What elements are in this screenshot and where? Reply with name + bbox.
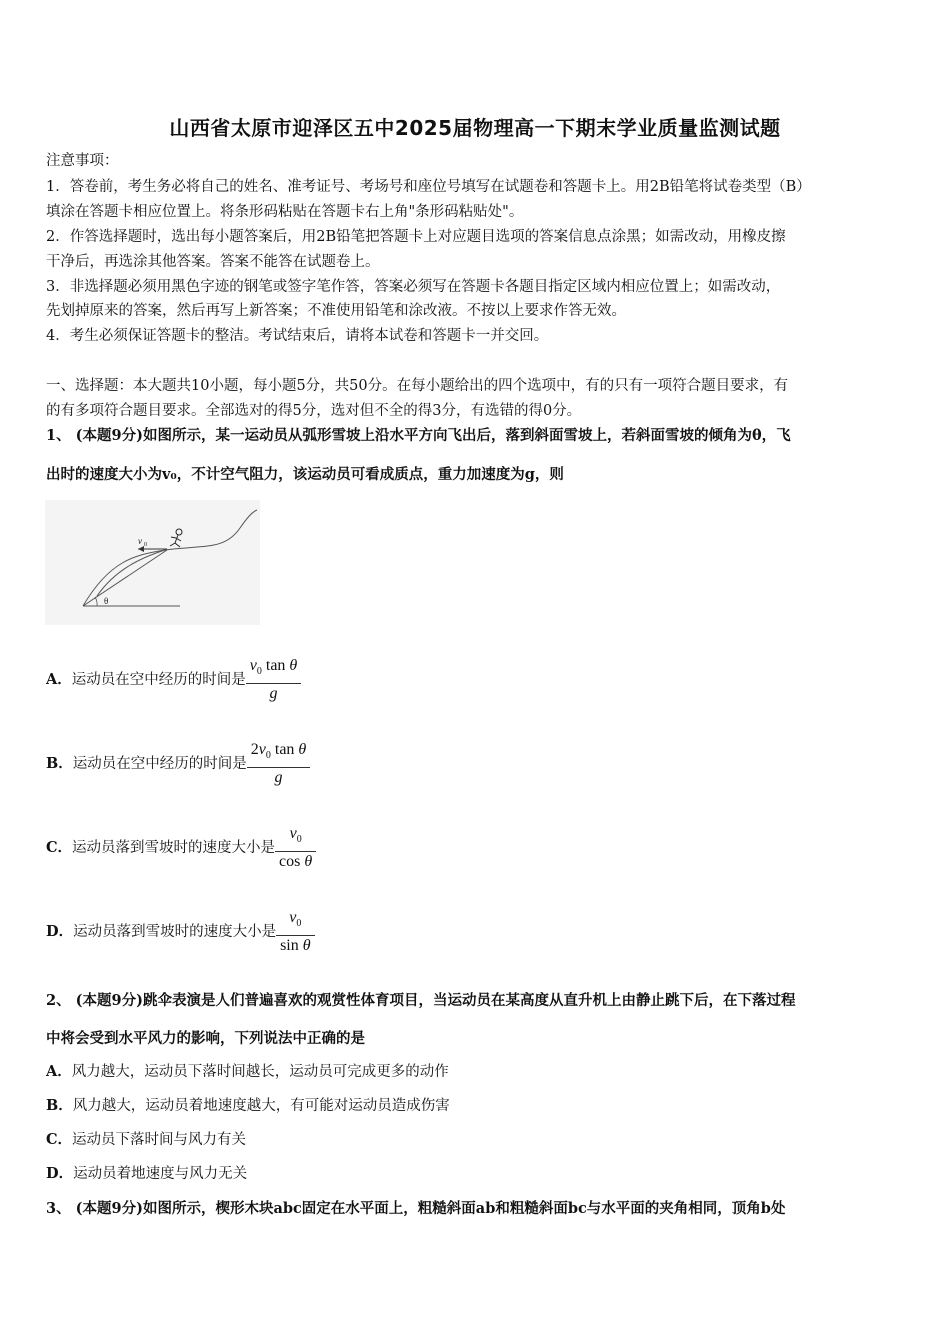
var-theta: θ bbox=[304, 852, 313, 870]
notice-line: 先划掉原来的答案，然后再写上新答案；不准使用铅笔和涂改液。不按以上要求作答无效。 bbox=[46, 303, 626, 319]
notice-line: 1．答卷前，考生务必将自己的姓名、准考证号、考场号和座位号填写在试题卷和答题卡上。用2B铅笔将试卷类型（B） bbox=[46, 179, 811, 195]
fraction-numerator bbox=[247, 740, 311, 767]
option-label: D． bbox=[46, 1165, 74, 1182]
question-2-stem: 中将会受到水平风力的影响，下列说法中正确的是 bbox=[46, 1030, 365, 1047]
option-text: 运动员落到雪坡时的速度大小是 bbox=[72, 840, 276, 856]
var-v: v bbox=[258, 741, 266, 759]
question-1-option-a[interactable] bbox=[46, 652, 301, 708]
var-v: v bbox=[289, 909, 297, 927]
fraction-denominator bbox=[275, 852, 316, 872]
var-v: v bbox=[249, 657, 257, 675]
var-g: g bbox=[269, 684, 278, 702]
question-1-option-d[interactable] bbox=[46, 904, 315, 960]
subscript: 0 bbox=[256, 666, 262, 678]
notice-line: 2．作答选择题时，选出每小题答案后，用2B铅笔把答题卡上对应题目选项的答案信息点涂黑；如需改动，用橡皮擦 bbox=[46, 229, 786, 245]
option-label: C． bbox=[46, 1131, 73, 1148]
function: tan bbox=[261, 657, 290, 675]
fraction bbox=[247, 740, 311, 787]
var-theta: θ bbox=[298, 741, 307, 759]
velocity-subscript: 0 bbox=[144, 542, 147, 548]
subscript: 0 bbox=[265, 750, 271, 762]
velocity-label: v bbox=[138, 536, 142, 546]
var-v: v bbox=[289, 825, 297, 843]
fraction-numerator bbox=[275, 824, 316, 851]
fraction-numerator bbox=[276, 908, 315, 935]
var-theta: θ bbox=[289, 657, 298, 675]
question-1-stem: 出时的速度大小为v₀，不计空气阻力，该运动员可看成质点，重力加速度为g，则 bbox=[46, 466, 564, 483]
question-2-option-b[interactable] bbox=[46, 1096, 450, 1116]
option-text: 运动员在空中经历的时间是 bbox=[72, 756, 247, 772]
var-theta: θ bbox=[302, 936, 311, 954]
option-label: A． bbox=[46, 1063, 72, 1080]
notice-line: 3．非选择题必须用黑色字迹的钢笔或签字笔作答，答案必须写在答题卡各题目指定区域内相应位置上；如需改动， bbox=[46, 279, 781, 295]
var-g: g bbox=[274, 768, 283, 786]
option-label: B． bbox=[46, 1097, 73, 1114]
option-text: 运动员下落时间与风力有关 bbox=[72, 1132, 247, 1148]
question-2-option-d[interactable] bbox=[46, 1164, 247, 1184]
question-2-stem: 2、 (本题9分)跳伞表演是人们普遍喜欢的观赏性体育项目，当运动员在某高度从直升机上由静止跳下后，在下落过程 bbox=[46, 992, 796, 1009]
option-text: 风力越大，运动员下落时间越长，运动员可完成更多的动作 bbox=[71, 1064, 449, 1080]
question-1-option-b[interactable] bbox=[46, 736, 310, 792]
subscript: 0 bbox=[296, 834, 302, 846]
option-label: D． bbox=[46, 923, 74, 940]
function: cos bbox=[279, 852, 301, 870]
option-label: C． bbox=[46, 839, 73, 856]
notice-line: 填涂在答题卡相应位置上。将条形码粘贴在答题卡右上角"条形码粘贴处"。 bbox=[46, 204, 524, 220]
option-label: B． bbox=[46, 755, 73, 772]
notice-heading: 注意事项： bbox=[46, 153, 119, 169]
notice-line: 4．考生必须保证答题卡的整洁。考试结束后，请将本试卷和答题卡一并交回。 bbox=[46, 328, 549, 344]
fraction bbox=[275, 824, 316, 871]
ski-jump-figure bbox=[45, 500, 260, 625]
option-text: 运动员落到雪坡时的速度大小是 bbox=[73, 924, 277, 940]
angle-label: θ bbox=[104, 596, 109, 606]
option-text: 运动员着地速度与风力无关 bbox=[73, 1166, 248, 1182]
option-label: A． bbox=[46, 671, 72, 688]
fraction-denominator bbox=[276, 936, 315, 956]
function: tan bbox=[270, 741, 299, 759]
fraction-denominator bbox=[247, 768, 311, 788]
notice-line: 干净后，再选涂其他答案。答案不能答在试题卷上。 bbox=[46, 254, 380, 270]
fraction-numerator bbox=[246, 656, 302, 683]
question-2-option-a[interactable] bbox=[46, 1062, 449, 1082]
question-1-stem: 1、 (本题9分)如图所示，某一运动员从弧形雪坡上沿水平方向飞出后，落到斜面雪坡上，若斜面雪坡的倾角为θ，飞 bbox=[46, 427, 791, 444]
option-text: 风力越大，运动员着地速度越大，有可能对运动员造成伤害 bbox=[72, 1098, 450, 1114]
function: sin bbox=[280, 936, 299, 954]
fraction-denominator bbox=[246, 684, 302, 704]
fraction bbox=[276, 908, 315, 955]
question-2-option-c[interactable] bbox=[46, 1130, 246, 1150]
coefficient: 2 bbox=[250, 741, 259, 759]
fraction bbox=[246, 656, 302, 703]
question-3-stem: 3、 (本题9分)如图所示，楔形木块abc固定在水平面上，粗糙斜面ab和粗糙斜面bc与水平面的夹角相同，顶角b处 bbox=[46, 1200, 786, 1217]
question-1-option-c[interactable] bbox=[46, 820, 316, 876]
subscript: 0 bbox=[296, 918, 302, 930]
option-text: 运动员在空中经历的时间是 bbox=[71, 672, 246, 688]
section-instructions: 的有多项符合题目要求。全部选对的得5分，选对但不全的得3分，有选错的得0分。 bbox=[46, 403, 582, 419]
page-title: 山西省太原市迎泽区五中2025届物理高一下期末学业质量监测试题 bbox=[169, 116, 781, 140]
section-instructions: 一、选择题：本大题共10小题，每小题5分，共50分。在每小题给出的四个选项中，有的只有一项符合题目要求，有 bbox=[46, 378, 789, 394]
